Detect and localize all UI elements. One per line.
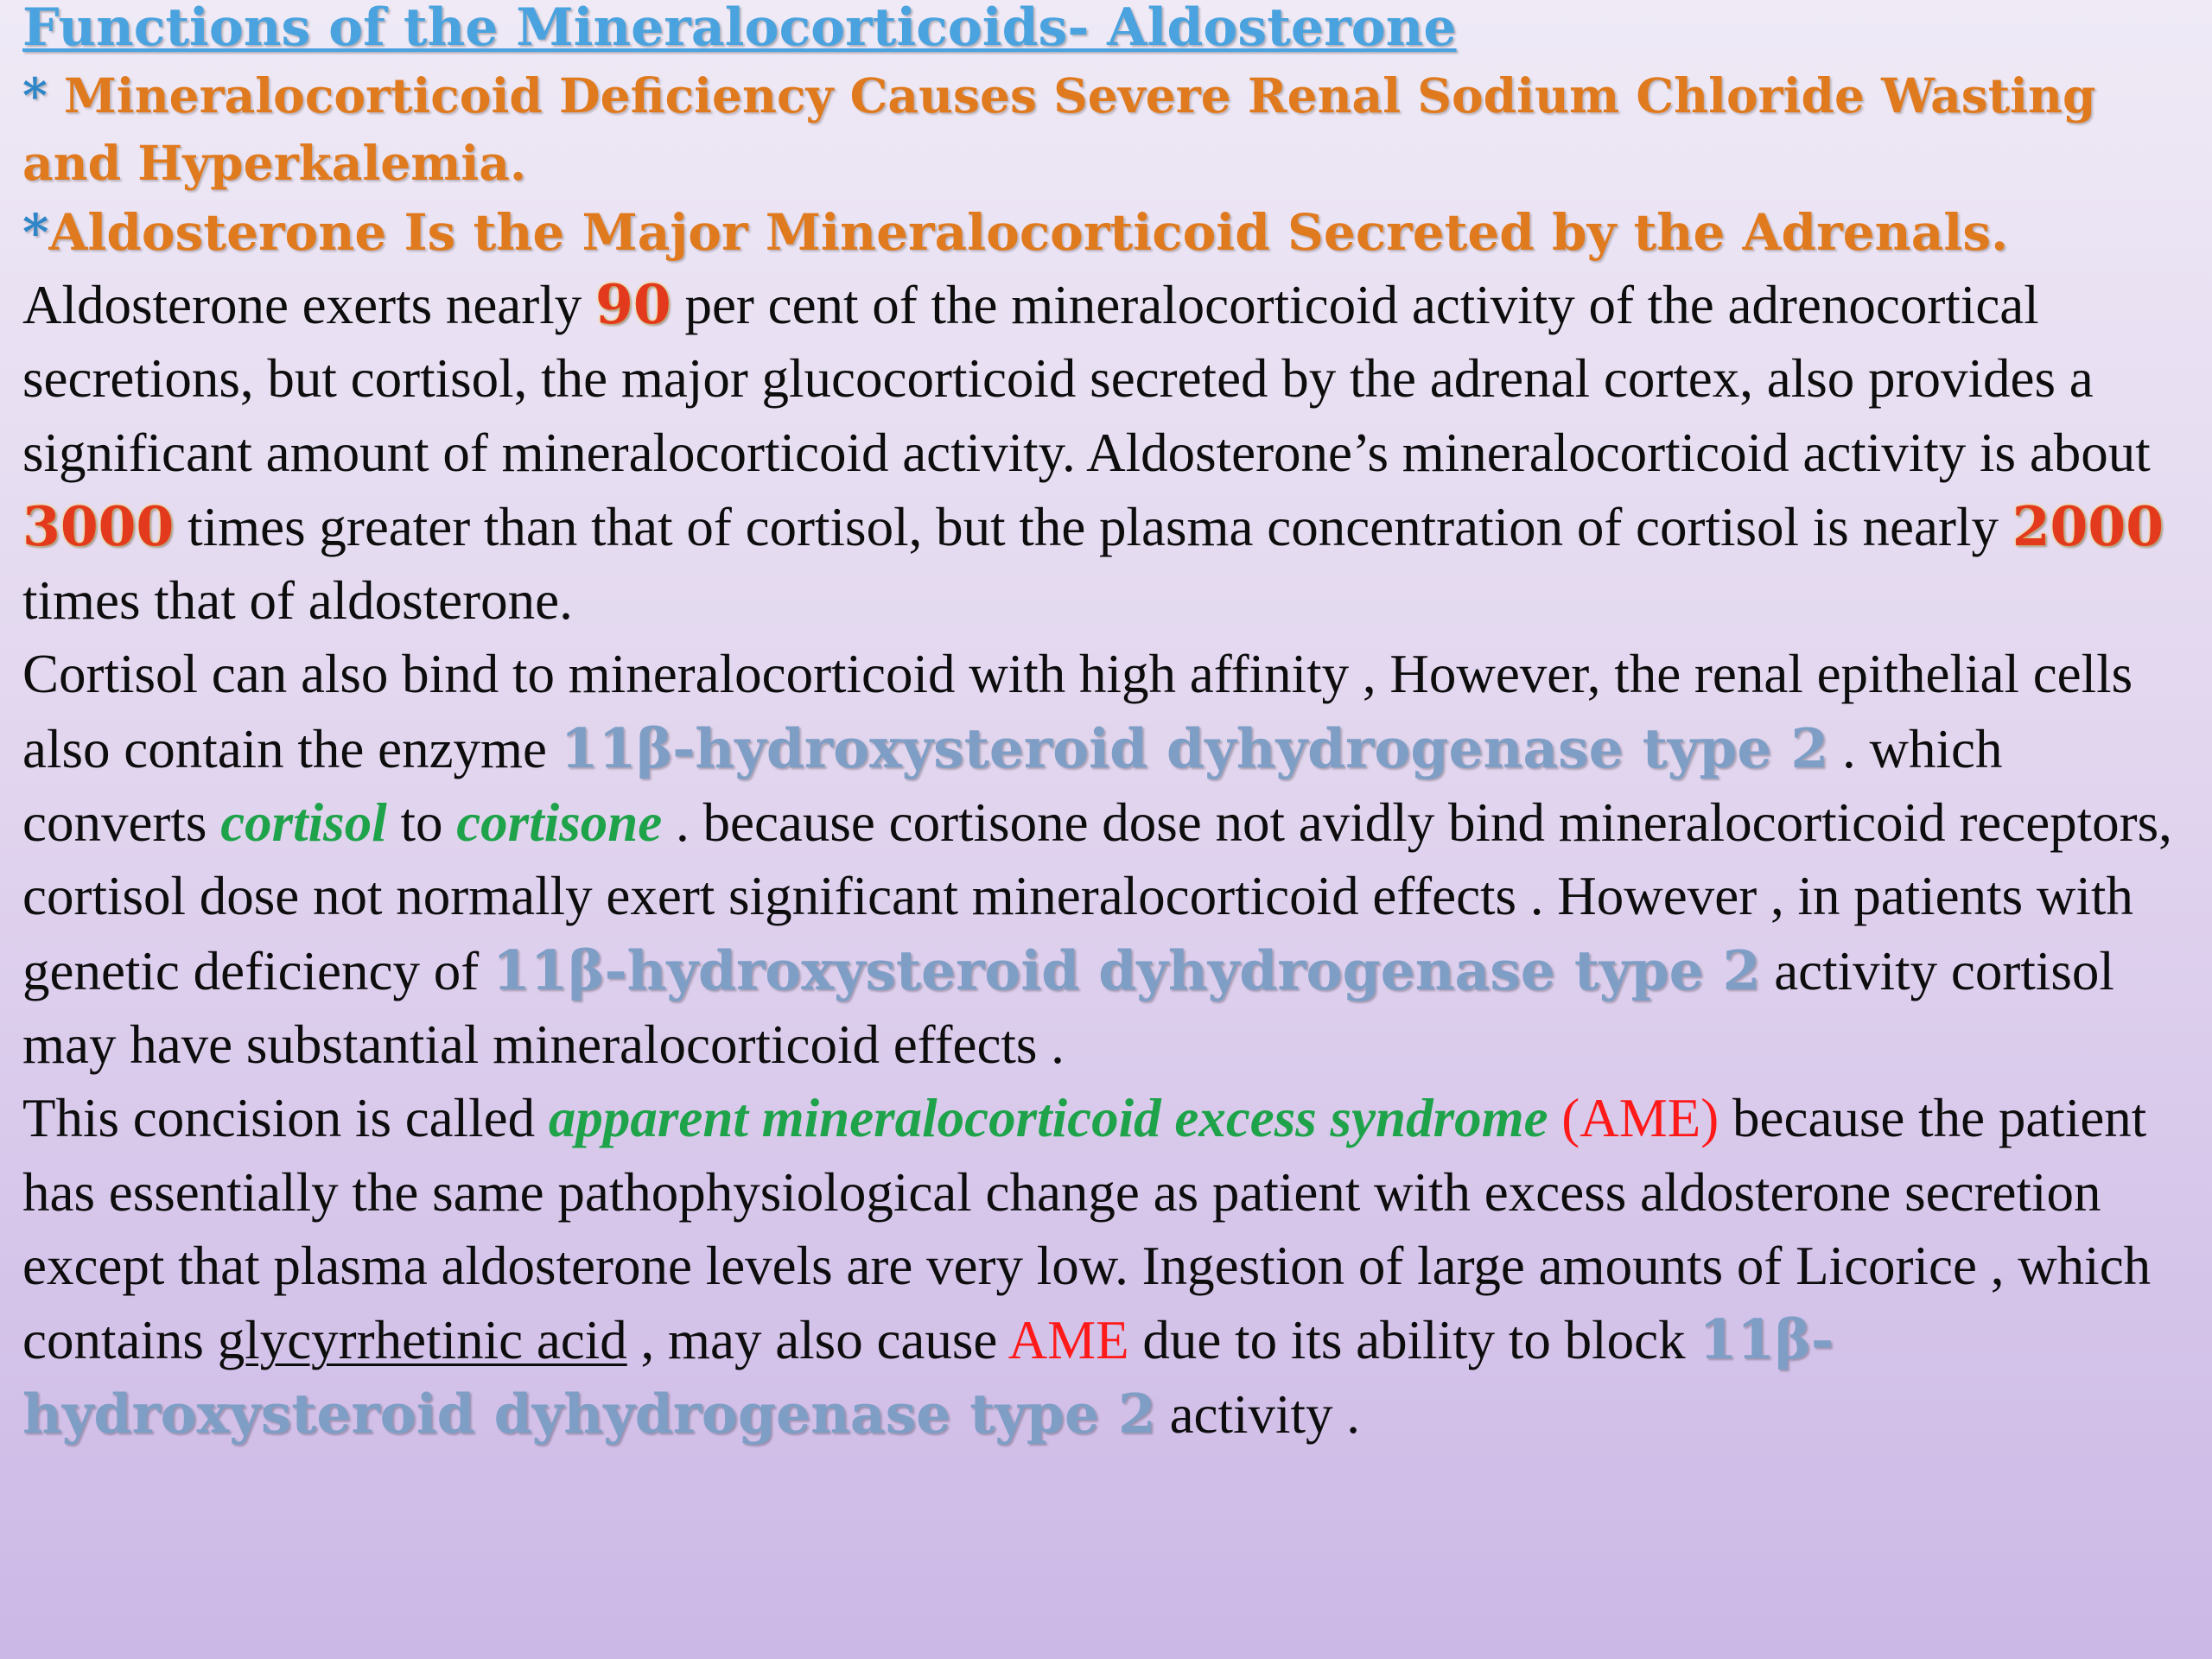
text-run: due to its ability to block (1128, 1310, 1700, 1371)
text-run: . because cortisone dose not avidly bind mineralocorticoid receptors, cortisol dose not normally exert significant mineralocorticoid effects . However , in patients with genetic deficiency of (22, 792, 2172, 1001)
bullet-star-icon: * (22, 203, 49, 262)
term-ame-syndrome: apparent mineralocorticoid excess syndrome (548, 1088, 1548, 1149)
text-run: Cortisol can also bind to mineralocorticoid with high affinity , However, the renal epithelial cells also contain the enzyme (22, 644, 2133, 779)
bullet-text: Aldosterone Is the Major Mineralocorticoid Secreted by the Adrenals. (48, 203, 2009, 262)
term-ame-abbrev: AME (1007, 1310, 1129, 1371)
term-cortisol: cortisol (220, 792, 387, 854)
paragraph-ame-syndrome (22, 1082, 2191, 1452)
text-run: . which converts (22, 718, 2003, 854)
bullet-mineralocorticoid-deficiency (22, 62, 2191, 197)
text-run: Aldosterone exerts nearly (22, 275, 596, 335)
paragraph-aldosterone-activity (22, 268, 2191, 638)
term-glycyrrhetinic-acid: glycyrrhetinic acid (217, 1310, 627, 1371)
text-run: activity . (1155, 1384, 1361, 1446)
text-run: times greater than that of cortisol, but the plasma concentration of cortisol is nearly (174, 496, 2012, 557)
bullet-aldosterone-major (22, 197, 2191, 268)
highlight-number-3000: 3000 (22, 493, 175, 558)
slide-title: Functions of the Mineralocorticoids- Aldosterone (22, 0, 1457, 58)
text-run: This concision is called (22, 1088, 549, 1149)
term-ame-abbrev: (AME) (1548, 1088, 1719, 1149)
enzyme-name: 11β-hydroxysteroid dyhydrogenase type 2 (560, 715, 1829, 780)
bullet-text: Mineralocorticoid Deficiency Causes Severe Renal Sodium Chloride Wasting and Hyperkalemia. (22, 67, 2096, 191)
enzyme-name: 11β-hydroxysteroid dyhydrogenase type 2 (22, 1307, 1834, 1446)
paragraph-cortisol-binding (22, 638, 2191, 1082)
term-cortisone: cortisone (456, 792, 663, 854)
enzyme-name: 11β-hydroxysteroid dyhydrogenase type 2 (492, 938, 1761, 1002)
text-run: to (386, 792, 457, 854)
highlight-number-2000: 2000 (2012, 493, 2164, 558)
text-run: because the patient has essentially the same pathophysiological change as patient with excess aldosterone secretion except that plasma aldosterone levels are very low. Ingestion of large amounts of Licorice , which contains (22, 1088, 2152, 1371)
text-run: times that of aldosterone. (22, 570, 573, 632)
text-run: per cent of the mineralocorticoid activity of the adrenocortical secretions, but cortisol, the major glucocorticoid secreted by the adrenal cortex, also provides a significant amount of mineralocorticoid activity. Aldosterone’s mineralocorticoid activity is about (22, 275, 2151, 483)
slide-content (22, 0, 2191, 1452)
text-run: activity cortisol may have substantial mineralocorticoid effects . (22, 940, 2114, 1075)
highlight-number-90: 90 (595, 272, 671, 336)
text-run: , may also cause (626, 1310, 1008, 1371)
bullet-star-icon: * (22, 67, 48, 124)
